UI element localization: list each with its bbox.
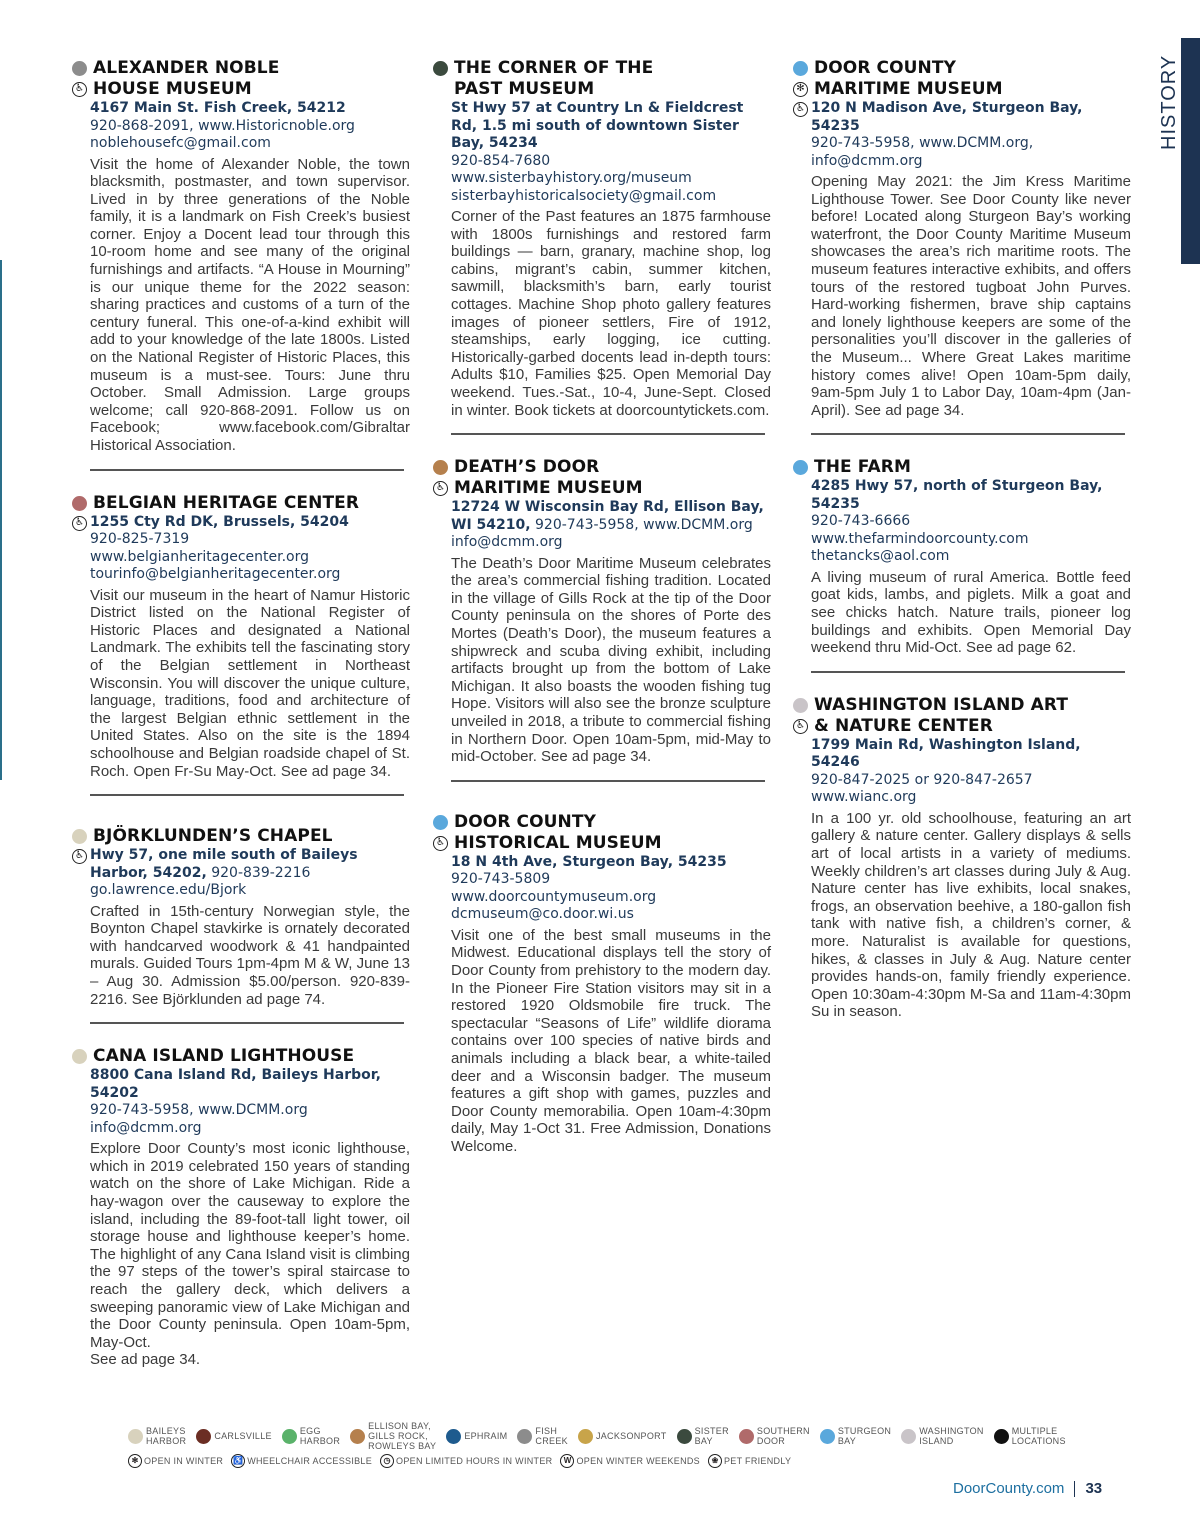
legend-label <box>757 1426 810 1446</box>
listing-entry <box>72 1046 410 1369</box>
legend-symbol-label: OPEN LIMITED HOURS IN WINTER <box>396 1456 553 1466</box>
legend-label-line: ROWLEYS BAY <box>368 1441 437 1451</box>
legend-label-line: FISH <box>535 1426 558 1436</box>
legend-label-line: HARBOR <box>299 1436 341 1446</box>
wheelchair-icon: ♿ <box>793 719 808 734</box>
section-label: HISTORY <box>1158 54 1180 150</box>
address-text: 1255 Cty Rd DK, Brussels, 54204 <box>90 513 349 530</box>
listing-body <box>793 478 1131 656</box>
legend-label <box>695 1426 729 1446</box>
legend-label-line: CREEK <box>535 1436 568 1446</box>
listing-description: Visit one of the best small museums in the Midwest. Educational displays tell the story of Door County from prehistory to the modern day. In the Pioneer Fire Station visitors may sit in a restored 1920 Oldsmobile fire truck. The spectacular “Seasons of Life” wildlife diorama contains over 100 species of native birds and animals including a black bear, a white-tailed deer and a Wisconsin badger. The museum features a gift shop with games, puzzles and Door County memorabilia. Open 10am-4:30pm daily, May 1-Oct 31. Free Admission, Donations Welcome. <box>451 926 771 1155</box>
listing-address <box>811 737 1131 772</box>
legend-label <box>368 1421 436 1451</box>
legend-label <box>838 1426 891 1446</box>
listing-title-line1: WASHINGTON ISLAND ART <box>814 694 1069 715</box>
legend-label <box>596 1431 667 1441</box>
listing-title-line2: & NATURE CENTER <box>814 715 993 736</box>
legend-label-line: HARBOR <box>146 1436 187 1446</box>
address-text: 12724 W Wisconsin Bay Rd, Ellison Bay, WI 54210, <box>451 499 764 533</box>
listing-body <box>793 100 1131 419</box>
listing-title-line1: DEATH’S DOOR <box>454 457 600 478</box>
legend-dot-icon <box>350 1429 365 1444</box>
weekend-icon: W <box>560 1454 574 1468</box>
snowflake-icon: ✻ <box>793 82 808 97</box>
listing-address <box>75 847 410 882</box>
legend-label-line: STURGEON <box>837 1426 892 1436</box>
legend-label-line: MULTIPLE <box>1011 1426 1058 1436</box>
listing-title-line2-wrap <box>454 79 771 100</box>
legend-item-location <box>578 1429 667 1444</box>
legend-dot-icon <box>128 1429 143 1444</box>
legend-label-line: GILLS ROCK, <box>368 1431 428 1441</box>
section-tab <box>1181 38 1200 264</box>
legend-label-line: SISTER <box>694 1426 729 1436</box>
listing-title-line2-wrap <box>74 79 410 100</box>
legend-label-line: WASHINGTON <box>919 1426 984 1436</box>
listing-contact[interactable]: info@dcmm.org <box>451 534 563 551</box>
listing-title <box>72 1046 410 1067</box>
location-dot-icon <box>72 496 87 511</box>
listing-title-line1: BELGIAN HERITAGE CENTER <box>93 492 360 513</box>
listing-contact[interactable]: 920-847-2025 or 920-847-2657 <box>811 771 1033 788</box>
listing-body <box>433 100 771 419</box>
legend-label-line: BAILEYS <box>146 1426 186 1436</box>
legend-dot-icon <box>578 1429 593 1444</box>
listing-contact[interactable]: go.lawrence.edu/Bjork <box>90 882 247 899</box>
legend-symbol-label: WHEELCHAIR ACCESSIBLE <box>247 1456 373 1466</box>
entry-gap <box>72 471 410 493</box>
legend-item-location <box>901 1426 984 1446</box>
legend-symbol-label: OPEN WINTER WEEKENDS <box>576 1456 700 1466</box>
legend-label-line: LOCATIONS <box>1011 1436 1066 1446</box>
listing-description: Crafted in 15th-century Norwegian style, the Boynton Chapel stavkirke is ornately decorated with handcarved woodwork & 41 handpainted murals. Guided Tours 1pm-4pm M & W, June 13 – Aug 30. Admission $5.00/person. 920-839-2216. See Björklunden ad page 74. <box>90 902 410 1008</box>
listing-title-line1: THE CORNER OF THE <box>454 58 654 78</box>
listing-address <box>90 1067 410 1102</box>
listing-title-line1: DOOR COUNTY <box>814 58 956 78</box>
wheelchair-icon: ♿ <box>793 102 808 117</box>
listing-address <box>451 499 771 534</box>
listing-body <box>433 499 771 766</box>
wheelchair-icon: ♿ <box>433 481 448 496</box>
footer-divider <box>1074 1481 1075 1497</box>
legend-item-symbol <box>128 1454 223 1468</box>
legend-item-symbol <box>231 1454 372 1468</box>
listing-entry <box>793 695 1131 1021</box>
listing-address <box>451 100 771 153</box>
address-text: 8800 Cana Island Rd, Baileys Harbor, 54202 <box>90 1067 381 1101</box>
address-contact: 920-839-2216 <box>206 864 311 881</box>
legend-label <box>300 1426 340 1446</box>
location-dot-icon <box>433 815 448 830</box>
legend-dot-icon <box>994 1429 1009 1444</box>
listing-contact[interactable]: info@dcmm.org <box>811 152 923 169</box>
listing-title-line2: HISTORICAL MUSEUM <box>454 832 662 853</box>
listing-entry <box>433 812 771 1156</box>
listing-contact[interactable]: www.wianc.org <box>811 789 917 806</box>
listing-contact[interactable]: 920-825-7319 <box>90 531 190 548</box>
listing-contact[interactable]: 920-868-2091, www.Historicnoble.org <box>90 117 355 134</box>
listing-description: Corner of the Past features an 1875 farmhouse with 1800s furnishings and restored farm buildings — barn, granary, machine shop, log cabins, migrant’s cabin, summer kitchen, sawmill, blacksmith’s barn, early tourist cottages. Machine Shop photo gallery features images of pioneer settlers, Fire of 1912, steamships, early logging, ice cutting. Historically-garbed docents lead in-depth tours: Adults $10, Families $25. Open Memorial Day weekend. Tues.-Sat., 10-4, June-Sept. Closed in winter. Book tickets at doorcountytickets.com. <box>451 208 771 419</box>
entry-gap <box>793 435 1131 457</box>
paw-icon: ❀ <box>708 1454 722 1468</box>
legend-label <box>919 1426 984 1446</box>
location-dot-icon <box>433 460 448 475</box>
column-left <box>72 58 410 1369</box>
page-number: 33 <box>1085 1480 1103 1497</box>
legend-item-location <box>517 1426 568 1446</box>
listing-description: Visit our museum in the heart of Namur Historic District listed on the National Register of Historic Places and designated a National Landmark. The exhibits tell the fascinating story of the Belgian settlement in Northeast Wisconsin. You will discover the unique culture, language, traditions, food and architecture of the largest Belgian ethnic settlement in the United States. Also on the site is the 1894 schoolhouse and Belgian roadside chapel of St. Roch. Open Fr-Su May-Oct. See ad page 34. <box>90 586 410 780</box>
column-right <box>793 58 1131 1021</box>
legend-label <box>464 1431 507 1441</box>
column-middle <box>433 58 771 1155</box>
legend-item-location <box>820 1426 891 1446</box>
listing-entry <box>433 457 771 782</box>
legend-label <box>1012 1426 1066 1446</box>
legend-label-line: ELLISON BAY, <box>368 1421 431 1431</box>
listing-title <box>72 826 410 847</box>
location-dot-icon <box>72 61 87 76</box>
location-legend <box>128 1421 1072 1451</box>
listing-description: A living museum of rural America. Bottle feed goat kids, lambs, and piglets. Milk a goat and see chicks hatch. Nature trails, pioneer log buildings and exhibits. Open Memorial Day weekend thru Mid-Oct. See ad page 62. <box>811 568 1131 657</box>
legend-item-location <box>128 1426 186 1446</box>
listing-title <box>433 58 771 100</box>
wheelchair-icon: ♿ <box>72 516 87 531</box>
legend-dot-icon <box>677 1429 692 1444</box>
legend-item-location <box>739 1426 810 1446</box>
listing-title-line2: MARITIME MUSEUM <box>814 79 1003 99</box>
legend-dot-icon <box>517 1429 532 1444</box>
symbol-legend <box>128 1454 799 1468</box>
listing-description: Visit the home of Alexander Noble, the town blacksmith, postmaster, and town supervisor. Lived in by three generations of the Noble family, it is a landmark on Fish Creek’s busiest corner. Enjoy a Docent lead tour through this 10-room home and see many of the original furnishings and artifacts. “A House in Mourning” is our unique theme for the 2022 season: sharing practices and customs of a turn of the century funeral. This one-of-a-kind exhibit will add to your knowledge of the late 1800s. Listed on the National Register of Historic Places, this museum is a must-see. Tours: June thru October. Small Admission. Large groups welcome; call 920-868-2091. Follow us on Facebook; www.facebook.com/Gibraltar Historical Association. <box>90 155 410 454</box>
listing-entry <box>72 493 410 797</box>
page-footer <box>953 1480 1102 1497</box>
legend-label <box>214 1431 272 1441</box>
listing-title-line2: MARITIME MUSEUM <box>454 478 643 499</box>
entry-gap <box>433 435 771 457</box>
legend-label-line: ISLAND <box>919 1436 954 1446</box>
legend-item-location <box>282 1426 340 1446</box>
listing-contact[interactable]: sisterbayhistoricalsociety@gmail.com <box>451 187 717 204</box>
listing-entry <box>793 457 1131 672</box>
listing-title <box>433 812 771 854</box>
wheelchair-icon: ♿ <box>72 82 87 97</box>
listing-body <box>793 737 1131 1021</box>
location-dot-icon <box>793 460 808 475</box>
legend-item-symbol <box>560 1454 700 1468</box>
listing-contact[interactable]: 920-743-5958, www.DCMM.org <box>90 1102 308 1119</box>
wheelchair-icon: ♿ <box>231 1454 245 1468</box>
entry-gap <box>793 673 1131 695</box>
wheelchair-icon: ♿ <box>72 849 87 864</box>
listing-body <box>72 1067 410 1369</box>
listing-title <box>72 493 410 514</box>
listing-title <box>793 457 1131 478</box>
listing-contact[interactable]: 920-743-5809 <box>451 871 551 888</box>
address-text: 120 N Madison Ave, Sturgeon Bay, 54235 <box>811 100 1083 134</box>
listing-title-line2-wrap <box>435 832 771 854</box>
listing-title-line2: HOUSE MUSEUM <box>93 79 252 99</box>
address-text: 1799 Main Rd, Washington Island, 54246 <box>811 736 1081 771</box>
address-text: Hwy 57, one mile south of Baileys Harbor, 54202, <box>90 847 358 881</box>
wheelchair-icon: ♿ <box>433 836 448 851</box>
address-text: St Hwy 57 at Country Ln & Fieldcrest Rd, 1.5 mi south of downtown Sister Bay, 54234 <box>451 100 744 151</box>
listing-title <box>793 695 1131 737</box>
legend-dot-icon <box>739 1429 754 1444</box>
listing-address <box>796 100 1131 135</box>
listing-body <box>72 100 410 455</box>
listing-entry <box>72 58 410 471</box>
listing-address <box>75 513 410 532</box>
listing-contact[interactable]: www.thefarmindoorcounty.com <box>811 530 1029 547</box>
address-text: 4285 Hwy 57, north of Sturgeon Bay, 54235 <box>811 478 1103 512</box>
legend-item-symbol <box>708 1454 791 1468</box>
listing-title-line2-wrap <box>435 478 771 499</box>
legend-dot-icon <box>901 1429 916 1444</box>
legend-label-line: EGG <box>299 1426 321 1436</box>
legend-item-symbol <box>380 1454 552 1468</box>
legend-label-line: CARLSVILLE <box>214 1431 272 1441</box>
left-edge-bar <box>0 260 2 780</box>
legend-item-location <box>350 1421 436 1451</box>
listing-description: Explore Door County’s most iconic lighthouse, which in 2019 celebrated 150 years of standing watch on the shore of Lake Michigan. Ride a hay-wagon over the causeway to explore the island, including the 89-foot-tall light tower, oil storage house and lighthouse keeper’s home. The highlight of any Cana Island visit is climbing the 97 steps of the tower’s spiral staircase to reach the gallery deck, which delivers a sweeping panoramic view of Lake Michigan and the Door County peninsula. Open 10am-5pm, May-Oct. <box>90 1140 410 1351</box>
legend-label-line: BAY <box>837 1436 857 1446</box>
listing-title-line1: BJÖRKLUNDEN’S CHAPEL <box>93 826 333 847</box>
listing-title-line1: ALEXANDER NOBLE <box>93 58 280 78</box>
legend-label <box>535 1426 568 1446</box>
listing-title-line2: PAST MUSEUM <box>454 79 595 99</box>
listing-title <box>793 58 1131 100</box>
listing-title-line1: THE FARM <box>814 457 911 478</box>
listing-body <box>72 847 410 1008</box>
listing-contact[interactable]: 920-854-7680 <box>451 152 551 169</box>
legend-dot-icon <box>820 1429 835 1444</box>
listing-address <box>811 478 1131 513</box>
listing-description-tail: See ad page 34. <box>90 1351 201 1369</box>
listing-description: Opening May 2021: the Jim Kress Maritime Lighthouse Tower. See Door County like never before! Located along Sturgeon Bay’s working waterfront, the Door County Maritime Museum showcases the area’s rich maritime roots. The museum features interactive exhibits, and offers tours of the restored tugboat John Purves. Hard-working fishermen, brave ship captains and lonely lighthouse keepers are some of the personalities you’ll discover in the galleries of the Museum... Where Great Lakes maritime history comes alive! Open 10am-5pm daily, 9am-5pm July 1 to Labor Day, 10am-4pm (Jan-April). See ad page 34. <box>811 173 1131 419</box>
location-dot-icon <box>72 1049 87 1064</box>
legend-symbol-label: OPEN IN WINTER <box>144 1456 224 1466</box>
footer-site[interactable]: DoorCounty.com <box>953 1480 1065 1497</box>
listing-address <box>90 100 410 118</box>
listing-entry <box>72 826 410 1024</box>
listing-title <box>72 58 410 100</box>
listing-description: The Death’s Door Maritime Museum celebrates the area’s commercial fishing tradition. Located in the village of Gills Rock at the tip of the Door County peninsula on the shores of Porte des Mortes (Death’s Door), the museum features a shipwreck and scuba diving exhibit, including artifacts brought up from the bottom of Lake Michigan. It also boasts the wooden fishing tug Hope. Visitors will also see the bronze sculpture unveiled in 2018, a tribute to commercial fishing in Northern Door. Open 10am-5pm, mid-May to mid-October. See ad page 34. <box>451 554 771 766</box>
listing-title-line1: DOOR COUNTY <box>454 811 596 832</box>
legend-label <box>146 1426 186 1446</box>
legend-label-line: SOUTHERN <box>756 1426 810 1436</box>
listing-contact[interactable]: 920-743-5958, www.DCMM.org, <box>811 135 1034 151</box>
snowflake-icon: ✻ <box>128 1454 142 1468</box>
legend-dot-icon <box>282 1429 297 1444</box>
listing-title-line2-wrap <box>795 715 1131 737</box>
listing-contact[interactable]: 920-743-6666 <box>811 513 911 530</box>
listing-body <box>433 854 771 1156</box>
location-dot-icon <box>72 829 87 844</box>
legend-dot-icon <box>446 1429 461 1444</box>
listing-entry <box>793 58 1131 435</box>
listing-contact[interactable]: www.sisterbayhistory.org/museum <box>451 170 692 186</box>
legend-label-line: EPHRAIM <box>464 1431 508 1441</box>
listing-title-line2-wrap <box>796 79 1131 100</box>
listing-title-line1: CANA ISLAND LIGHTHOUSE <box>93 1046 355 1067</box>
listing-contact[interactable]: thetancks@aol.com <box>811 548 950 565</box>
location-dot-icon <box>793 698 808 713</box>
entry-gap <box>72 796 410 826</box>
listing-contact[interactable]: www.doorcountymuseum.org <box>451 888 657 905</box>
legend-item-location <box>677 1426 729 1446</box>
listing-description: In a 100 yr. old schoolhouse, featuring an art gallery & nature center. Gallery displays & sells art of local artists in a variety of mediums. Weekly children’s art classes during July & Aug. Nature center has live exhibits, local snakes, frogs, an observation beehive, a 180-gallon fish tank with native fish, a children’s corner, & more. Naturalist is available for questions, hikes, & classes in July & Aug. Nature center provides hands-on, family friendly experience. Open 10:30am-4:30pm M-Sa and 11am-4:30pm Su in season. <box>811 809 1131 1021</box>
listing-contact[interactable]: dcmuseum@co.door.wi.us <box>451 906 634 923</box>
clock-icon: ◷ <box>380 1454 394 1468</box>
legend-item-location <box>196 1429 272 1444</box>
listing-contact[interactable]: noblehousefc@gmail.com <box>90 135 271 151</box>
legend-label-line: JACKSONPORT <box>595 1431 667 1441</box>
address-text: 4167 Main St. Fish Creek, 54212 <box>90 100 346 116</box>
legend-label-line: DOOR <box>756 1436 786 1446</box>
address-text: 18 N 4th Ave, Sturgeon Bay, 54235 <box>451 853 727 870</box>
legend-dot-icon <box>196 1429 211 1444</box>
listing-entry <box>433 58 771 435</box>
listing-title <box>433 457 771 499</box>
listing-contact[interactable]: tourinfo@belgianheritagecenter.org <box>90 566 341 583</box>
legend-symbol-label: PET FRIENDLY <box>723 1456 792 1466</box>
location-dot-icon <box>433 61 448 76</box>
listing-address <box>451 854 771 872</box>
address-contact: 920-743-5958, www.DCMM.org <box>530 516 753 533</box>
listing-contact[interactable]: www.belgianheritagecenter.org <box>90 548 310 565</box>
location-dot-icon <box>793 61 808 76</box>
legend-item-location <box>994 1426 1066 1446</box>
listing-contact[interactable]: info@dcmm.org <box>90 1119 202 1136</box>
legend-label-line: BAY <box>694 1436 713 1446</box>
entry-gap <box>433 782 771 812</box>
listing-body <box>72 514 410 781</box>
entry-gap <box>72 1024 410 1046</box>
legend-item-location <box>446 1429 507 1444</box>
